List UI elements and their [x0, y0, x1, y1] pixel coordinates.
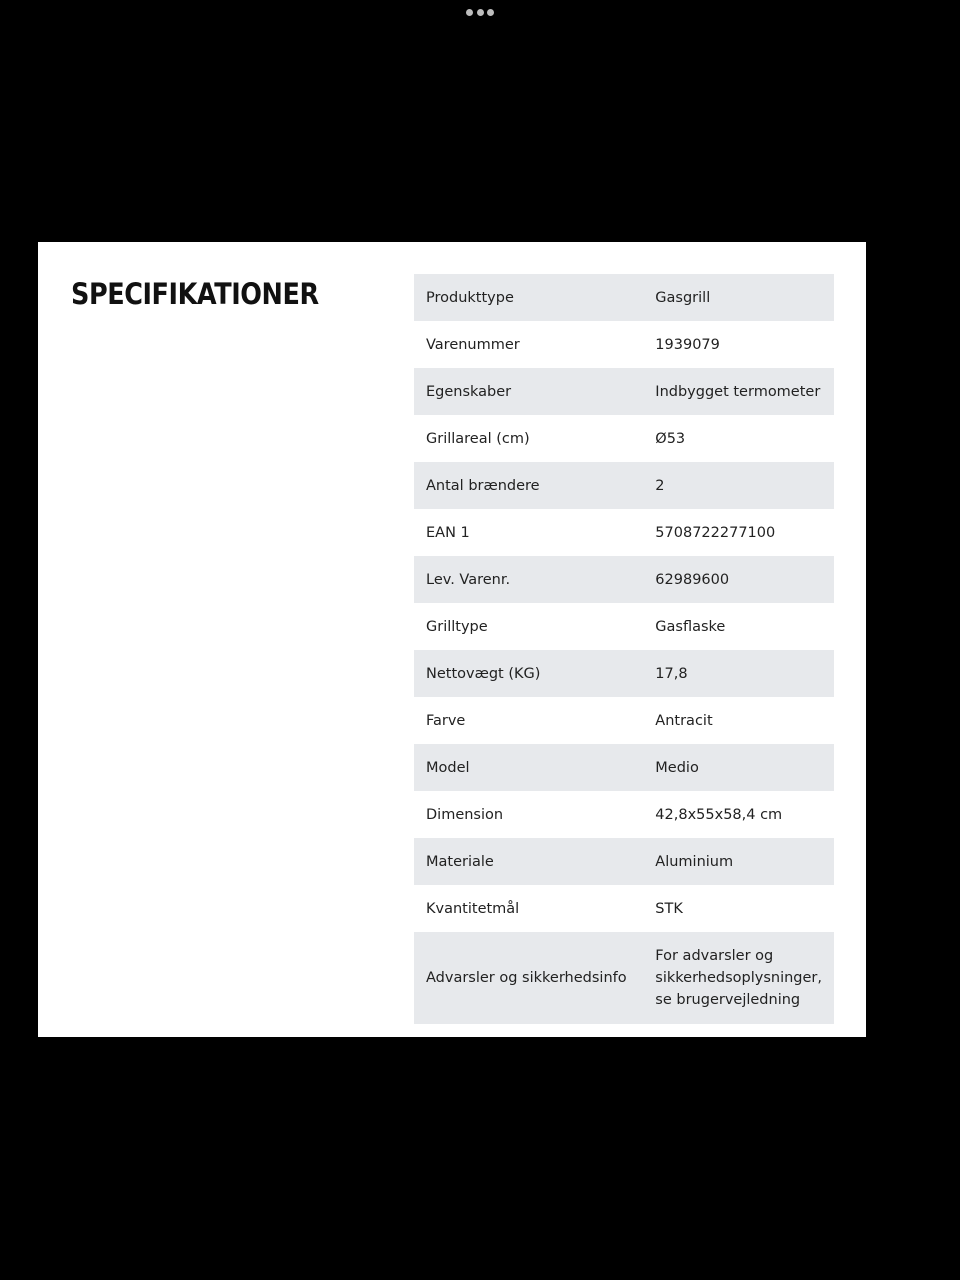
table-row	[414, 650, 834, 697]
spec-value: Ø53	[655, 430, 686, 447]
spec-value: 42,8x55x58,4 cm	[655, 806, 783, 823]
dot	[466, 9, 473, 16]
spec-value: Medio	[643, 744, 834, 791]
table-row	[414, 556, 834, 603]
table-row	[414, 697, 834, 744]
spec-label: Nettovægt (KG)	[414, 650, 643, 697]
specifications-table	[414, 274, 834, 1024]
spec-label: Model	[414, 744, 643, 791]
table-row	[414, 415, 834, 462]
spec-value: Gasgrill	[643, 274, 834, 321]
spec-label: Grilltype	[426, 618, 488, 635]
spec-value: Aluminium	[643, 838, 834, 885]
spec-label: Advarsler og sikkerhedsinfo	[414, 932, 643, 1024]
spec-value: 1939079	[655, 336, 720, 353]
table-row	[414, 885, 834, 932]
table-row	[414, 838, 834, 885]
spec-label: Varenummer	[426, 336, 520, 353]
spec-value: STK	[655, 900, 683, 917]
spec-value: 5708722277100	[655, 524, 776, 541]
spec-label: EAN 1	[426, 524, 470, 541]
spec-value: Antracit	[655, 712, 713, 729]
spec-label: Dimension	[426, 806, 504, 823]
spec-label: Lev. Varenr.	[414, 556, 643, 603]
spec-value: 17,8	[643, 650, 834, 697]
table-row	[414, 368, 834, 415]
spec-label: Materiale	[414, 838, 643, 885]
page-title: SPECIFIKATIONER	[71, 277, 319, 311]
spec-label: Grillareal (cm)	[426, 430, 530, 447]
table-row	[414, 744, 834, 791]
table-row	[414, 274, 834, 321]
table-row	[414, 603, 834, 650]
more-options-icon[interactable]	[466, 8, 494, 16]
spec-value: Gasflaske	[655, 618, 726, 635]
spec-label: Antal brændere	[414, 462, 643, 509]
spec-value: Indbygget termometer	[643, 368, 834, 415]
spec-value: 62989600	[643, 556, 834, 603]
spec-label: Farve	[426, 712, 466, 729]
spec-label: Kvantitetmål	[426, 900, 520, 917]
table-row	[414, 462, 834, 509]
dot	[487, 9, 494, 16]
spec-value: 2	[643, 462, 834, 509]
table-row	[414, 509, 834, 556]
spec-label: Egenskaber	[414, 368, 643, 415]
table-row	[414, 321, 834, 368]
table-row	[414, 791, 834, 838]
table-row	[414, 932, 834, 1024]
dot	[477, 9, 484, 16]
spec-value: For advarsler og sikkerhedsoplysninger, se brugervejledning	[643, 932, 834, 1024]
specifications-card	[38, 242, 866, 1037]
spec-label: Produkttype	[414, 274, 643, 321]
